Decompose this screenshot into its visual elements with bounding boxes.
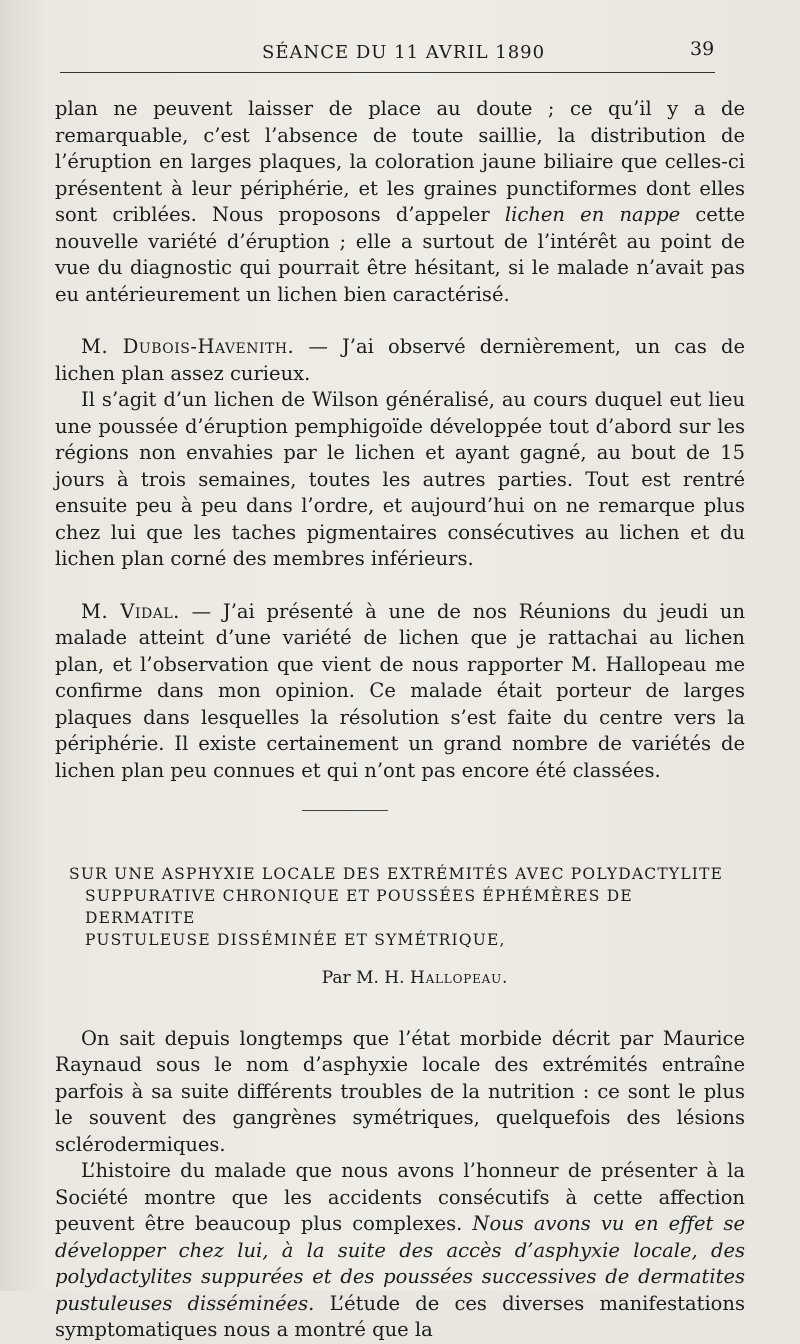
- author-name: Hallopeau.: [409, 968, 509, 988]
- speaker-name: M. Dubois-Havenith.: [81, 335, 295, 358]
- paragraph-raynaud: [55, 1026, 745, 1159]
- paragraph-text: L’histoire du malade que nous avons l’honneur de présenter à la Société montre que les accidents consécutifs à cette affection peuvent être beaucoup plus complexes.: [55, 1159, 745, 1235]
- emphasis-term: lichen en nappe: [504, 203, 681, 226]
- paragraph-vidal: [55, 599, 745, 785]
- paragraph-text: — J’ai observé dernièrement, un cas de lichen plan assez curieux.: [55, 335, 745, 385]
- byline-prefix: Par M. H.: [321, 968, 410, 988]
- paragraph-lichen-case: [55, 387, 745, 573]
- page-body: [55, 96, 745, 1344]
- article-title: [55, 863, 745, 951]
- article-title-line: SUPPURATIVE CHRONIQUE ET POUSSÉES ÉPHÉMÈRES DE DERMATITE: [85, 887, 633, 927]
- section-separator: [302, 810, 388, 811]
- paragraph-text: cette nouvelle variété d’éruption ; elle a surtout de l’intérêt au point de vue du diagnostic qui pourrait être hésitant, si le malade n’avait pas eu antérieurement un lichen bien caractérisé.: [55, 203, 745, 306]
- paragraph-text: L’étude de ces diverses manifestations symptomatiques nous a montré que la: [55, 1291, 745, 1341]
- paragraph-text: Il s’agit d’un lichen de Wilson généralisé, au cours duquel eut lieu une poussée d’éruption pemphigoïde développée tout d’abord sur les régions non envahies par le lichen et ayant gagné, au bout de 15 jours à trois semaines, toutes les autres parties. Tout est rentré ensuite peu à peu dans l’ordre, et aujourd’hui on ne remarque plus chez lui que les taches pigmentaires consécutives au lichen et du lichen plan corné des membres inférieurs.: [55, 388, 745, 570]
- spacer: [55, 992, 745, 1026]
- spacer: [55, 308, 745, 334]
- speaker-name: M. Vidal.: [81, 599, 180, 623]
- article-byline: [55, 965, 745, 992]
- header-rule: [60, 72, 715, 73]
- article-title-line: SUR UNE ASPHYXIE LOCALE DES EXTRÉMITÉS AVEC POLYDACTYLITE: [69, 865, 724, 883]
- paragraph-patient-history: [55, 1158, 745, 1344]
- paragraph-continued: [55, 96, 745, 308]
- page-header: [0, 34, 800, 74]
- running-title: SÉANCE DU 11 AVRIL 1890: [262, 42, 546, 63]
- paragraph-dubois: [55, 334, 745, 387]
- spacer: [55, 573, 745, 599]
- paragraph-text: On sait depuis longtemps que l’état morbide décrit par Maurice Raynaud sous le nom d’asphyxie locale des extrémités entraîne parfois à sa suite différents troubles de la nutrition : ce sont le plus le souvent des gangrènes symétriques, quelquefois des lésions sclérodermiques.: [55, 1026, 745, 1156]
- paragraph-text: plan ne peuvent laisser de place au doute ; ce qu’il y a de remarquable, c’est l’absence de toute saillie, la distribution de l’éruption en larges plaques, la coloration jaune biliaire que celles-ci présentent à leur périphérie, et les graines punctiformes dont elles sont criblées. Nous proposons d’appeler: [55, 97, 745, 226]
- page-number: 39: [690, 38, 715, 60]
- article-title-line: PUSTULEUSE DISSÉMINÉE ET SYMÉTRIQUE,: [85, 931, 506, 949]
- emphasis-text: Nous avons vu en effet se développer chez lui, à la suite des accès d’asphyxie locale, des polydactylites suppurées et des poussées successives de dermatites pustuleuses disséminées.: [55, 1212, 745, 1315]
- paragraph-text: — J’ai présenté à une de nos Réunions du jeudi un malade atteint d’une variété de lichen que je rattachai au lichen plan, et l’observation que vient de nous rapporter M. Hallopeau me confirme dans mon opinion. Ce malade était porteur de larges plaques dans lesquelles la résolution s’est faite du centre vers la périphérie. Il existe certainement un grand nombre de variétés de lichen plan peu connues et qui n’ont pas encore été classées.: [55, 599, 745, 782]
